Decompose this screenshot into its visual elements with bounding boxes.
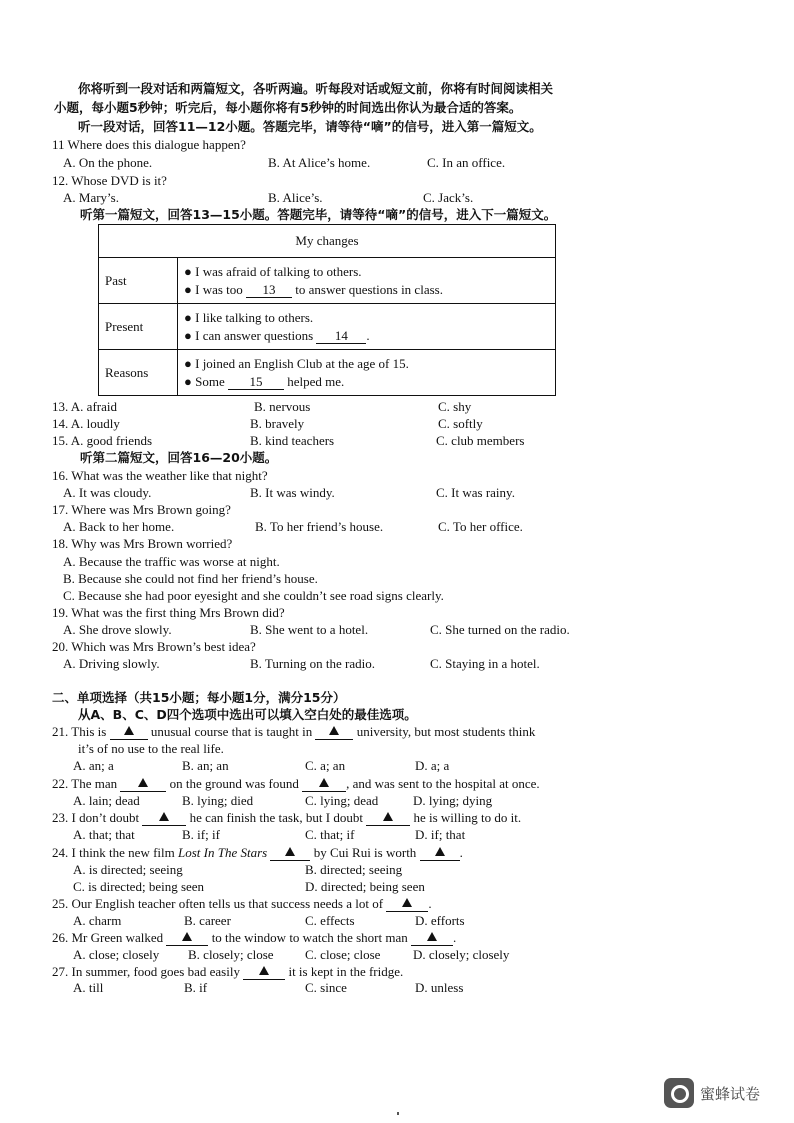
answer-blank [302,777,346,792]
q22-option-a: A. lain; dead [73,793,140,808]
q22-option-b: B. lying; died [182,793,254,808]
q11-option-b: B. At Alice’s home. [268,155,371,170]
table-row-past [99,258,556,304]
blank-14: 14 [316,329,366,344]
q24-option-a: A. is directed; seeing [73,862,183,877]
q16-option-c: C. It was rainy. [436,485,515,500]
answer-blank [110,725,148,740]
q24-option-d: D. directed; being seen [305,879,425,894]
intro-line-3: 听一段对话，回答11—12小题。答题完毕，请等待“嘀”的信号，进入第一篇短文。 [78,119,542,134]
answer-blank [420,846,460,861]
triangle-icon [402,898,412,907]
q27-option-b: B. if [184,980,208,995]
q21-option-d: D. a; a [415,758,450,773]
q14-option-c: C. softly [438,416,483,431]
table-title: My changes [99,225,556,258]
q16-option-a: A. It was cloudy. [63,485,152,500]
q14-option-b: B. bravely [250,416,305,431]
q19-option-a: A. She drove slowly. [63,622,172,637]
q27-option-a: A. till [73,980,104,995]
q26-option-b: B. closely; close [188,947,274,962]
answer-blank [166,931,208,946]
answer-blank [386,897,428,912]
table-row-reasons [99,350,556,396]
answer-blank [411,931,453,946]
triangle-icon [285,847,295,856]
bullet-item: ● I can answer questions 14 . [184,327,370,343]
q21-option-a: A. an; a [73,758,114,773]
watermark-logo [664,1078,760,1108]
answer-blank [142,811,186,826]
bullet-item: ● I was afraid of talking to others. [184,263,362,279]
q19-option-b: B. She went to a hotel. [250,622,369,637]
q22-option-d: D. lying; dying [413,793,493,808]
q23-option-a: A. that; that [73,827,135,842]
q25-option-d: D. efforts [415,913,465,928]
passage1-intro: 听第一篇短文，回答13—15小题。答题完毕，请等待“嘀”的信号，进入下一篇短文。 [80,207,557,222]
answer-blank [315,725,353,740]
q17-option-a: A. Back to her home. [63,519,175,534]
q26-stem: 26. Mr Green walked to the window to watch the short man . [52,930,457,945]
page-dot [397,1112,399,1115]
q23-stem: 23. I don’t doubt he can finish the task, but I doubt he is willing to do it. [52,810,522,825]
q17-option-c: C. To her office. [438,519,523,534]
triangle-icon [427,932,437,941]
q11-option-a: A. On the phone. [63,155,153,170]
watermark-text: 蜜蜂试卷 [700,1084,761,1103]
section2-title: 二、单项选择（共15小题；每小题1分，满分15分） [52,690,346,705]
answer-blank [120,777,166,792]
q12-option-a: A. Mary’s. [63,190,119,205]
triangle-icon [383,812,393,821]
q17-option-b: B. To her friend’s house. [255,519,384,534]
q15-option-b: B. kind teachers [250,433,335,448]
q22-stem: 22. The man on the ground was found , and was sent to the hospital at once. [52,776,540,791]
triangle-icon [435,847,445,856]
blank-13: 13 [246,283,292,298]
blank-15: 15 [228,375,284,390]
q13-option-b: B. nervous [254,399,311,414]
row-label: Reasons [99,350,178,396]
my-changes-table [98,224,556,396]
q15-option-c: C. club members [436,433,525,448]
q20-option-b: B. Turning on the radio. [250,656,375,671]
q24-option-b: B. directed; seeing [305,862,403,877]
q11-stem: 11 Where does this dialogue happen? [52,137,246,152]
q26-option-c: C. close; close [305,947,381,962]
q24-option-c: C. is directed; being seen [73,879,205,894]
row-label: Present [99,304,178,350]
q16-option-b: B. It was windy. [250,485,335,500]
q25-stem: 25. Our English teacher often tells us that success needs a lot of . [52,896,432,911]
answer-blank [243,965,285,980]
triangle-icon [329,726,339,735]
q25-option-c: C. effects [305,913,355,928]
triangle-icon [182,932,192,941]
table-row-present [99,304,556,350]
q15-option-a: 15. A. good friends [52,433,153,448]
q27-option-c: C. since [305,980,347,995]
intro-line-2: 小题，每小题5秒钟；听完后，每小题你将有5秒钟的时间选出你认为最合适的答案。 [54,100,522,115]
triangle-icon [124,726,134,735]
q24-stem: 24. I think the new film Lost In The Stars by Cui Rui is worth . [52,845,463,860]
film-title: Lost In The Stars [178,845,268,860]
q19-stem: 19. What was the first thing Mrs Brown did? [52,605,285,620]
q23-option-c: C. that; if [305,827,355,842]
q16-stem: 16. What was the weather like that night? [52,468,268,483]
q22-option-c: C. lying; dead [305,793,379,808]
section2-instructions: 从A、B、C、D四个选项中选出可以填入空白处的最佳选项。 [78,707,417,722]
q25-option-b: B. career [184,913,231,928]
q21-stem-line2: it’s of no use to the real life. [78,741,224,756]
q21-option-b: B. an; an [182,758,229,773]
bullet-item: ● I was too 13 to answer questions in class. [184,281,443,297]
answer-blank [366,811,410,826]
triangle-icon [319,778,329,787]
q14-option-a: 14. A. loudly [52,416,120,431]
row-label: Past [99,258,178,304]
q20-stem: 20. Which was Mrs Brown’s best idea? [52,639,256,654]
q19-option-c: C. She turned on the radio. [430,622,570,637]
q18-option-c: C. Because she had poor eyesight and she couldn’t see road signs clearly. [63,588,444,603]
answer-blank [270,846,310,861]
q23-option-d: D. if; that [415,827,466,842]
q13-option-a: 13. A. afraid [52,399,117,414]
bullet-item: ● I like talking to others. [184,309,314,325]
q17-stem: 17. Where was Mrs Brown going? [52,502,231,517]
q26-option-d: D. closely; closely [413,947,510,962]
q27-option-d: D. unless [415,980,464,995]
q21-stem: 21. This is unusual course that is taught in university, but most students think [52,724,536,739]
q21-option-c: C. a; an [305,758,346,773]
intro-line-1: 你将听到一段对话和两篇短文，各听两遍。听每段对话或短文前，你将有时间阅读相关 [78,81,554,96]
q26-option-a: A. close; closely [73,947,160,962]
triangle-icon [159,812,169,821]
q23-option-b: B. if; if [182,827,220,842]
q12-option-b: B. Alice’s. [268,190,323,205]
q18-option-b: B. Because she could not find her friend’s house. [63,571,318,586]
q18-stem: 18. Why was Mrs Brown worried? [52,536,233,551]
bee-logo-icon [664,1078,694,1108]
q13-option-c: C. shy [438,399,472,414]
q11-option-c: C. In an office. [427,155,506,170]
bullet-item: ● Some 15 helped me. [184,373,345,389]
q25-option-a: A. charm [73,913,122,928]
bullet-item: ● I joined an English Club at the age of 15. [184,355,409,371]
q12-stem: 12. Whose DVD is it? [52,173,167,188]
q20-option-a: A. Driving slowly. [63,656,160,671]
q20-option-c: C. Staying in a hotel. [430,656,540,671]
q27-stem: 27. In summer, food goes bad easily it is kept in the fridge. [52,964,404,979]
triangle-icon [259,966,269,975]
passage2-intro: 听第二篇短文，回答16—20小题。 [80,450,278,465]
q12-option-c: C. Jack’s. [423,190,474,205]
triangle-icon [138,778,148,787]
q18-option-a: A. Because the traffic was worse at night. [63,554,280,569]
